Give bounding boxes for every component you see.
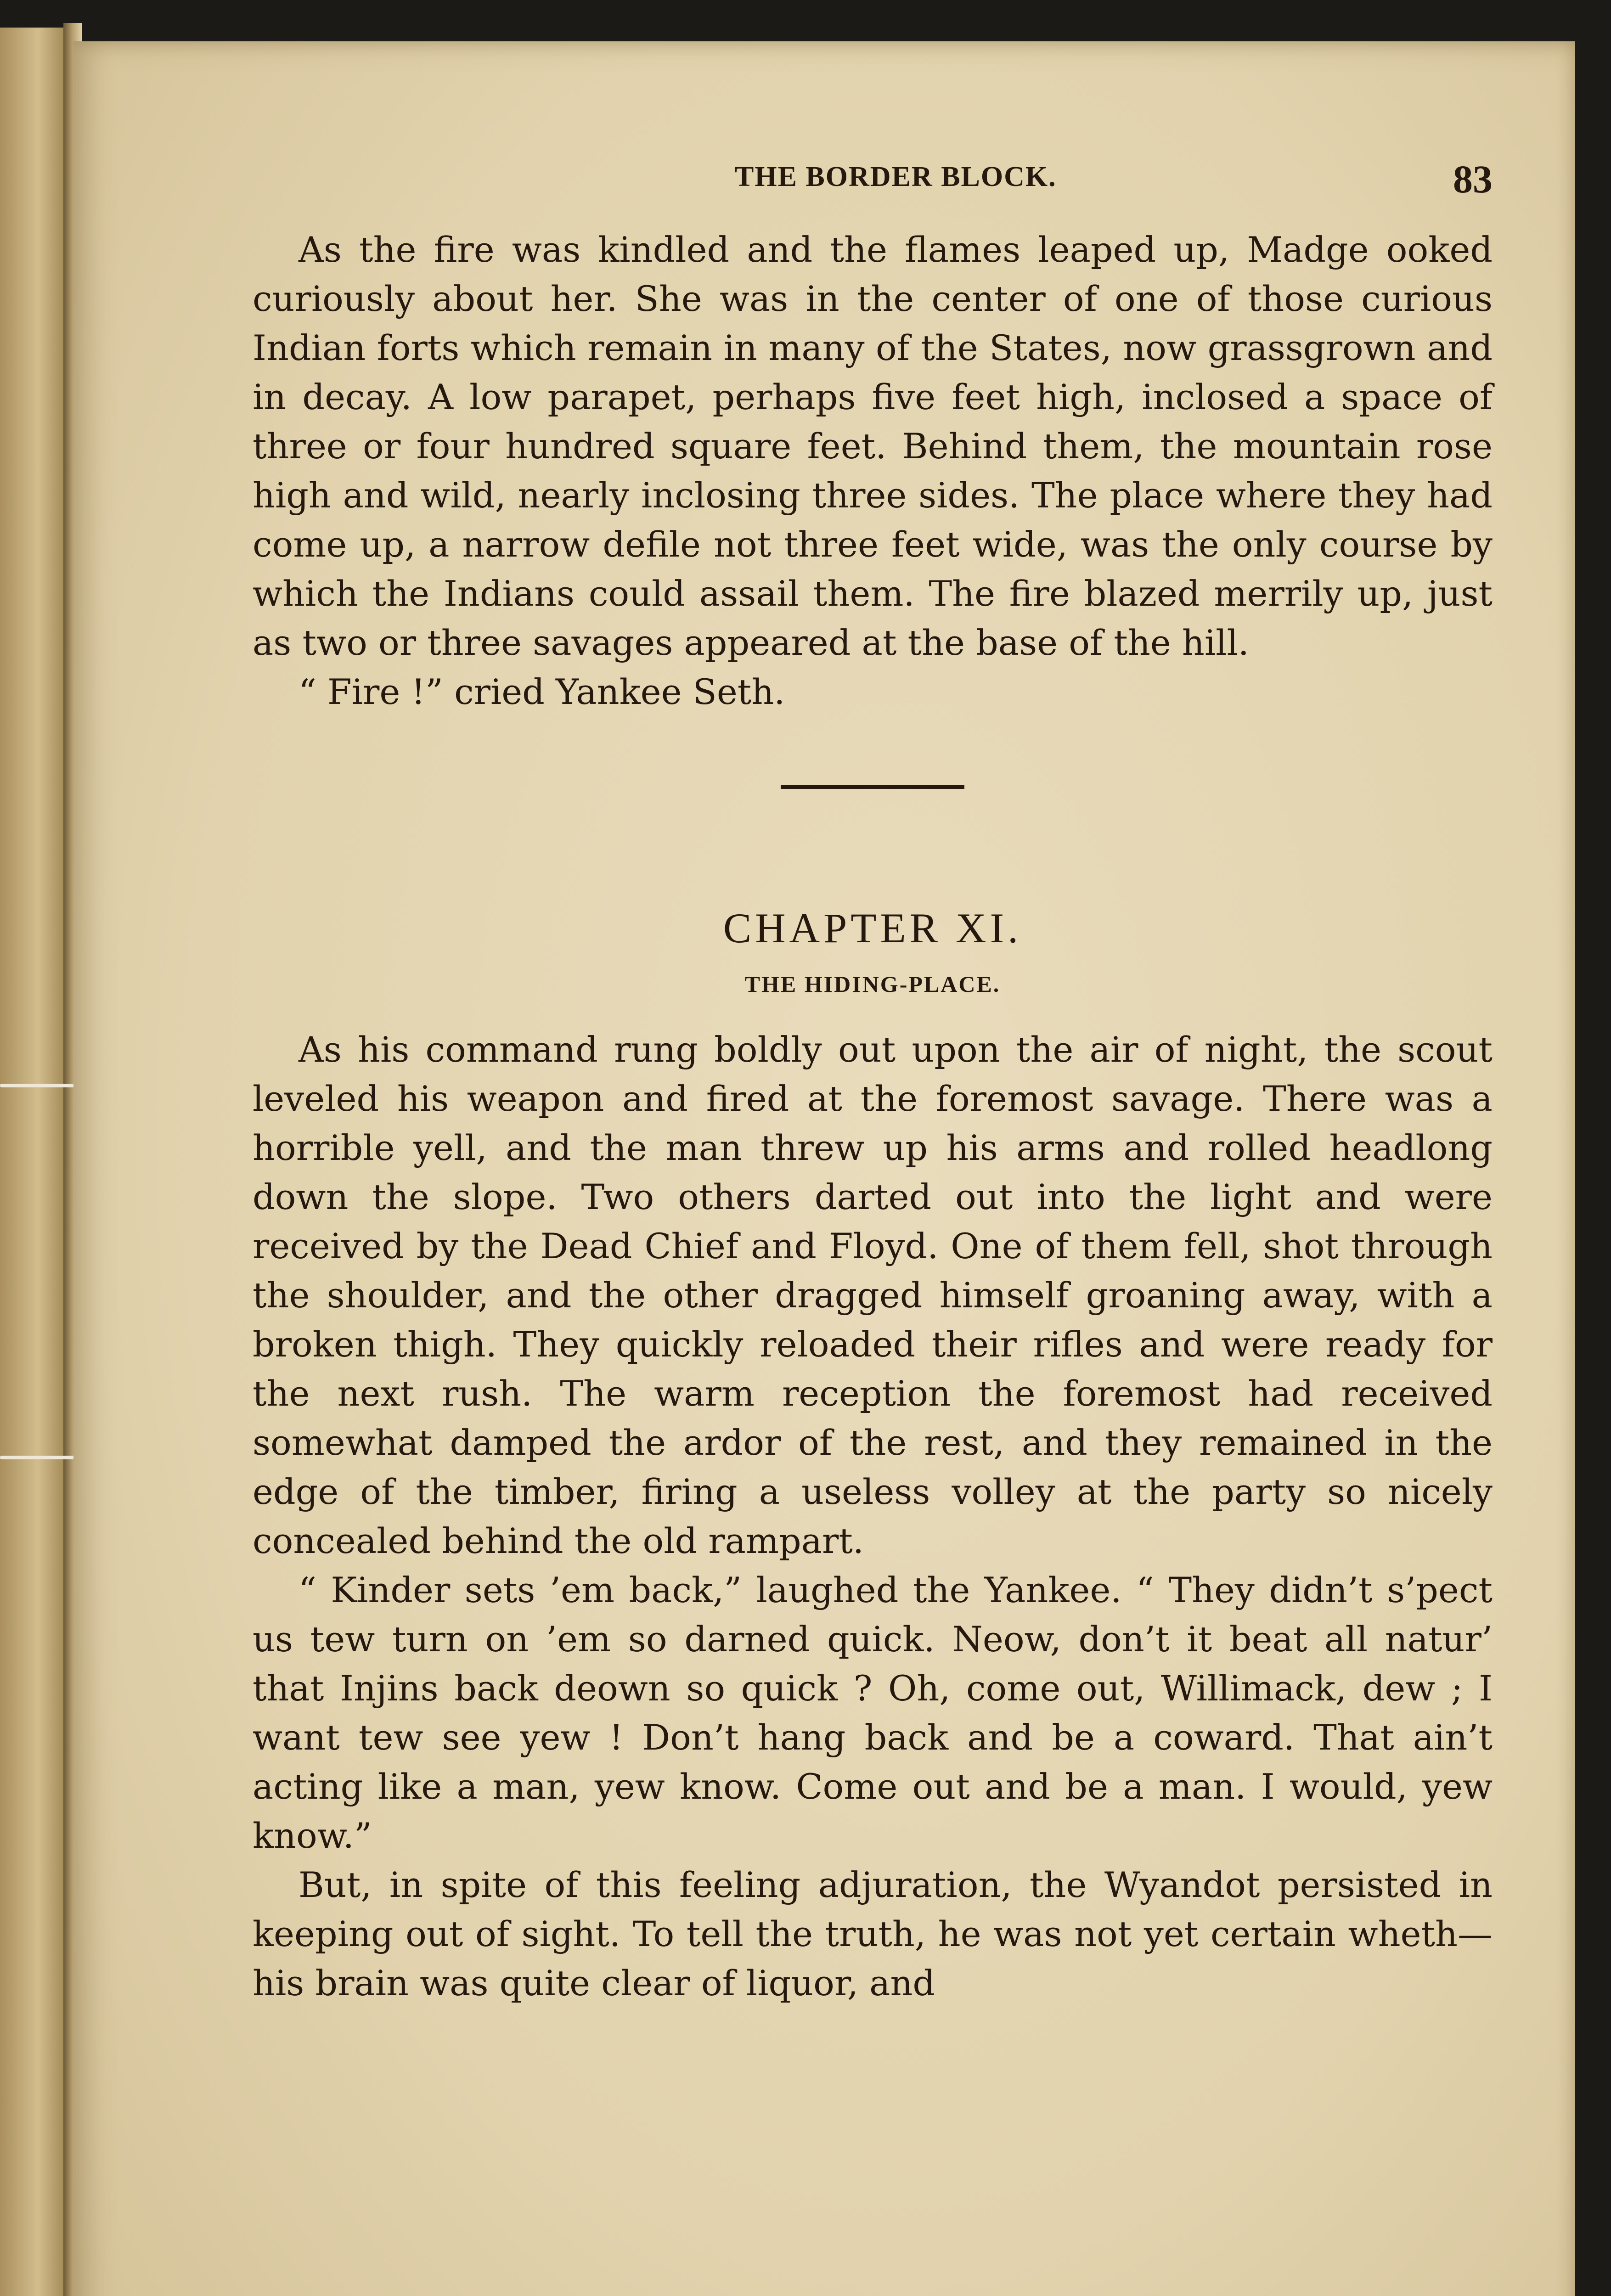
page (73, 41, 1575, 2296)
facing-page-edge (0, 28, 69, 2296)
paragraph: “ Kinder sets ’em back,” laughed the Yankee. “ They didn’t s’pect us tew turn on ’em so darned quick. Neow, don’t it beat all natur’ that Injins back deown so quick ? Oh, come out, Willimack, dew ; I want tew see yew ! Don’t hang back and be a coward. That ain’t acting like a man, yew know. Come out and be a man. I would, yew know.” (253, 1570, 1493, 1856)
paragraph: “ Fire !” cried Yankee Seth. (299, 671, 785, 712)
paragraph: As his command rung boldly out upon the air of night, the scout leveled his weapon and fired at the foremost savage. There was a horrible yell, and the man threw up his arms and rolled headlong down the slope. Two others darted out into the light and were received by the Dead Chief and Floyd. One of them fell, shot through the shoulder, and the other dragged himself groaning away, with a broken thigh. They quickly reloaded their rifles and were ready for the next rush. The warm reception the foremost had received somewhat damped the ardor of the rest, and they remained in the edge of the timber, firing a useless volley at the party so nicely concealed behind the old rampart. (253, 1029, 1493, 1561)
running-head (253, 156, 1493, 207)
paragraph: As the fire was kindled and the flames leaped up, Madge ooked curiously about her. She was in the center of one of those curious Indian forts which remain in many of the States, now grassgrown and in decay. A low parapet, perhaps five feet high, inclosed a space of three or four hundred square feet. Behind them, the mountain rose high and wild, nearly inclosing three sides. The place where they had come up, a narrow defile not three feet wide, was the only course by which the Indians could assail them. The fire blazed merrily up, just as two or three savages appeared at the base of the hill. (253, 229, 1493, 663)
page-number: 83 (1453, 157, 1493, 201)
chapter-subtitle: THE HIDING-PLACE. (744, 971, 1001, 997)
chapter-title: CHAPTER XI. (723, 905, 1022, 951)
section-divider (781, 785, 964, 789)
paragraph: But, in spite of this feeling adjuration, the Wyandot persisted in keeping out of sight. To tell the truth, he was not yet certain wheth— his brain was quite clear of liquor, and (253, 1864, 1493, 2003)
running-title: THE BORDER BLOCK. (735, 161, 1057, 192)
text-column (253, 156, 1493, 2008)
